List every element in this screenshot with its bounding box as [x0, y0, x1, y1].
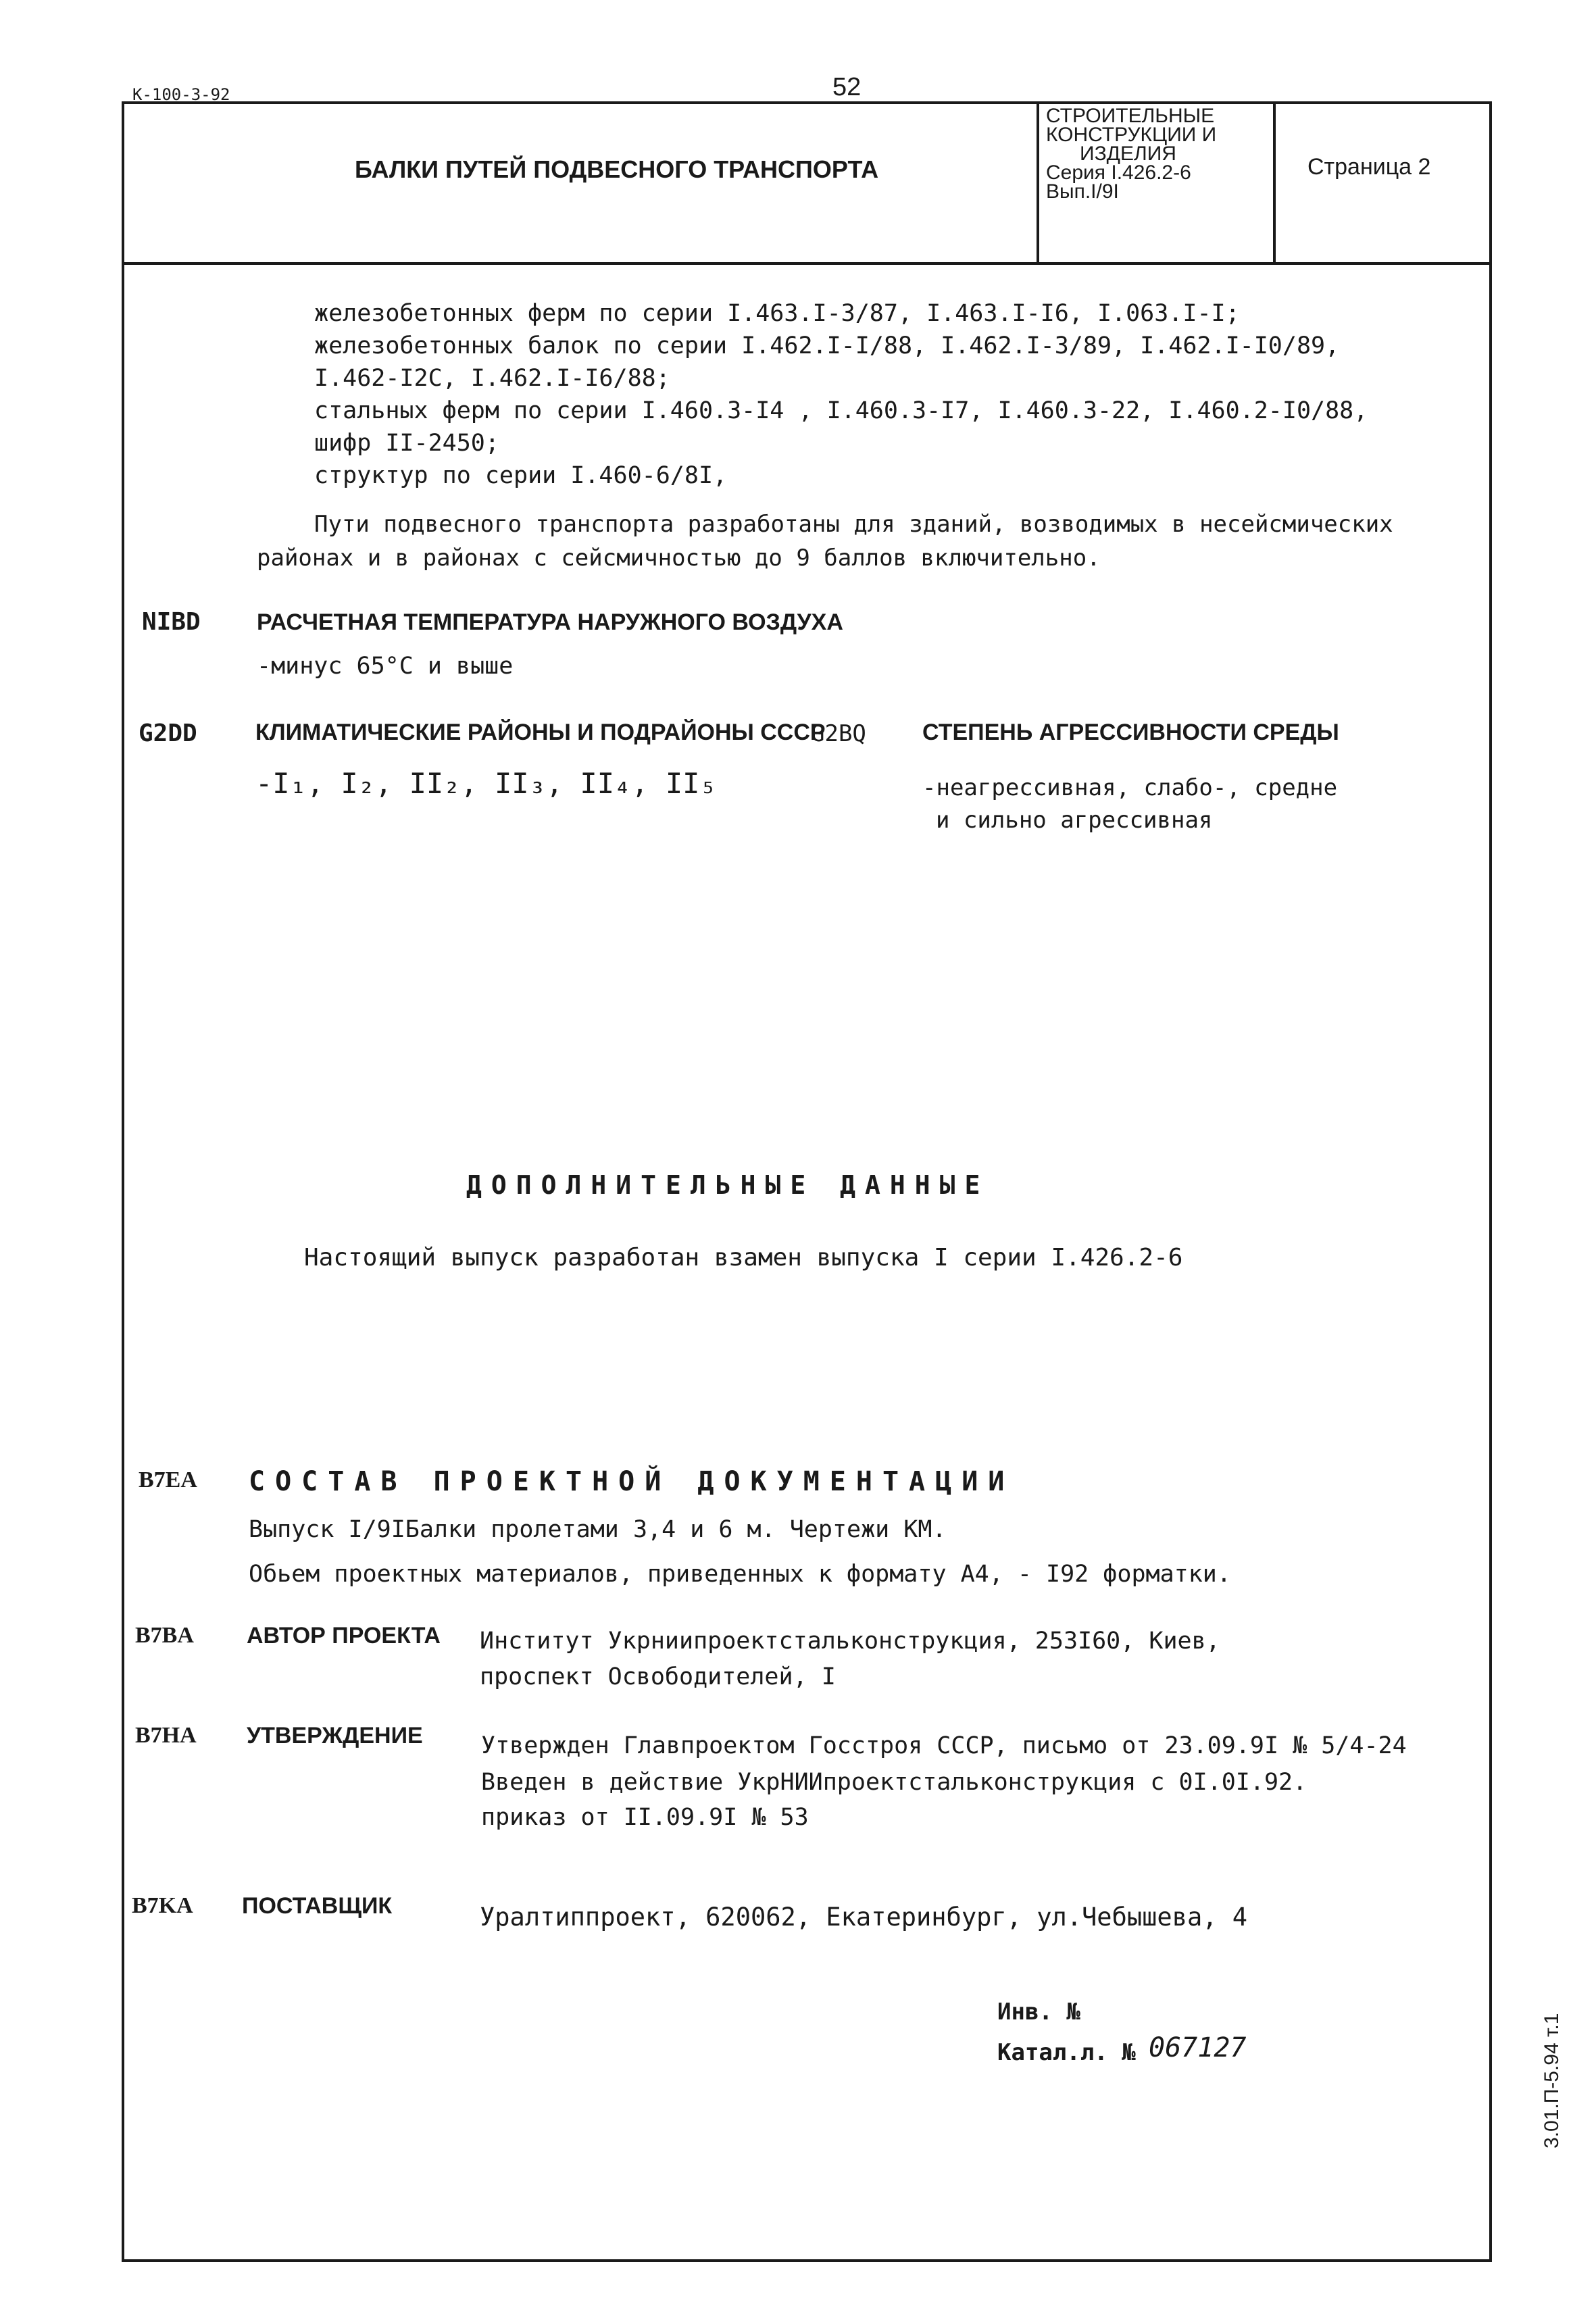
temperature-value: -минус 65°С и выше: [257, 653, 514, 680]
category-line-2: КОНСТРУКЦИИ И: [1046, 124, 1217, 146]
additional-title: ДОПОЛНИТЕЛЬНЫЕ ДАННЫЕ: [466, 1170, 990, 1200]
author-line-1: Институт Укрниипроектстальконструкция, 253I60, Киев,: [480, 1628, 1220, 1655]
supplier-label: ПОСТАВЩИК: [242, 1893, 393, 1919]
catalog-number: 067127: [1149, 2032, 1247, 2063]
catalog-label: Катал.л. №: [997, 2039, 1136, 2066]
composition-line-2: Обьем проектных материалов, приведенных к формату А4, - I92 форматки.: [249, 1561, 1231, 1588]
intro-line: структур по серии I.460-6/8I,: [314, 462, 728, 489]
intro-line: I.462-I2С, I.462.I-I6/88;: [314, 365, 670, 392]
aggression-line-2: и сильно агрессивная: [936, 807, 1213, 834]
climate-title: КЛИМАТИЧЕСКИЕ РАЙОНЫ И ПОДРАЙОНЫ СССР: [255, 720, 826, 745]
temperature-code: NIBD: [142, 608, 201, 636]
page-label: Страница 2: [1307, 154, 1431, 180]
aggression-line-1: -неагрессивная, слабо-, средне: [922, 774, 1338, 801]
intro-block: [314, 297, 1368, 492]
aggression-code: G2BQ: [811, 720, 866, 747]
category-line-1: СТРОИТЕЛЬНЫЕ: [1046, 105, 1215, 127]
document-code: К-100-3-92: [132, 85, 230, 104]
category-line-3: ИЗДЕЛИЯ: [1080, 143, 1176, 165]
composition-line-1: Выпуск I/9IБалки пролетами 3,4 и 6 м. Чертежи КМ.: [249, 1516, 947, 1543]
composition-title: СОСТАВ ПРОЕКТНОЙ ДОКУМЕНТАЦИИ: [249, 1466, 1015, 1497]
approval-line-1: Утвержден Главпроектом Госстроя СССР, письмо от 23.09.9I № 5/4-24: [481, 1732, 1407, 1759]
approval-code: B7HA: [135, 1723, 197, 1748]
intro-line: железобетонных ферм по серии I.463.I-3/87, I.463.I-I6, I.063.I-I;: [314, 300, 1240, 327]
header-col-divider-2: [1273, 101, 1276, 263]
approval-line-2: Введен в действие УкрНИИпроектстальконструкция с 0I.0I.92.: [481, 1769, 1307, 1796]
supplier-code: B7KA: [132, 1893, 193, 1918]
author-code: B7BA: [135, 1623, 194, 1648]
series-label: Серия I.426.2-6: [1046, 161, 1191, 184]
approval-label: УТВЕРЖДЕНИЕ: [247, 1723, 423, 1749]
author-line-2: проспект Освободителей, I: [480, 1663, 836, 1690]
intro-line: стальных ферм по серии I.460.3-I4 , I.460.3-I7, I.460.3-22, I.460.2-I0/88,: [314, 397, 1368, 424]
intro-line: железобетонных балок по серии I.462.I-I/88, I.462.I-3/89, I.462.I-I0/89,: [314, 332, 1340, 359]
paragraph-line-1: Пути подвесного транспорта разработаны для зданий, возводимых в несейсмических: [314, 511, 1393, 538]
supplier-line-1: Уралтиппроект, 620062, Екатеринбург, ул.Чебышева, 4: [480, 1903, 1248, 1932]
aggression-title: СТЕПЕНЬ АГРЕССИВНОСТИ СРЕДЫ: [922, 720, 1339, 745]
climate-value: -I₁, I₂, II₂, II₃, II₄, II₅: [255, 767, 717, 800]
side-stamp: 3.01.П-5.94 т.1: [1541, 2013, 1563, 2148]
issue-label: Вып.I/9I: [1046, 180, 1119, 203]
header-divider: [122, 262, 1492, 265]
page-number: 52: [832, 73, 862, 101]
climate-code: G2DD: [139, 720, 197, 747]
composition-code: B7EA: [139, 1467, 197, 1492]
temperature-title: РАСЧЕТНАЯ ТЕМПЕРАТУРА НАРУЖНОГО ВОЗДУХА: [257, 609, 843, 635]
additional-text: Настоящий выпуск разработан взамен выпуска I серии I.426.2-6: [304, 1244, 1183, 1272]
header-col-divider-1: [1037, 101, 1039, 263]
author-label: АВТОР ПРОЕКТА: [247, 1623, 441, 1649]
paragraph-line-2: районах и в районах с сейсмичностью до 9 баллов включительно.: [257, 545, 1101, 572]
document-title: БАЛКИ ПУТЕЙ ПОДВЕСНОГО ТРАНСПОРТА: [355, 155, 879, 183]
inventory-label: Инв. №: [997, 1998, 1080, 2026]
intro-line: шифр II-2450;: [314, 430, 499, 457]
approval-line-3: приказ от II.09.9I № 53: [481, 1804, 809, 1831]
